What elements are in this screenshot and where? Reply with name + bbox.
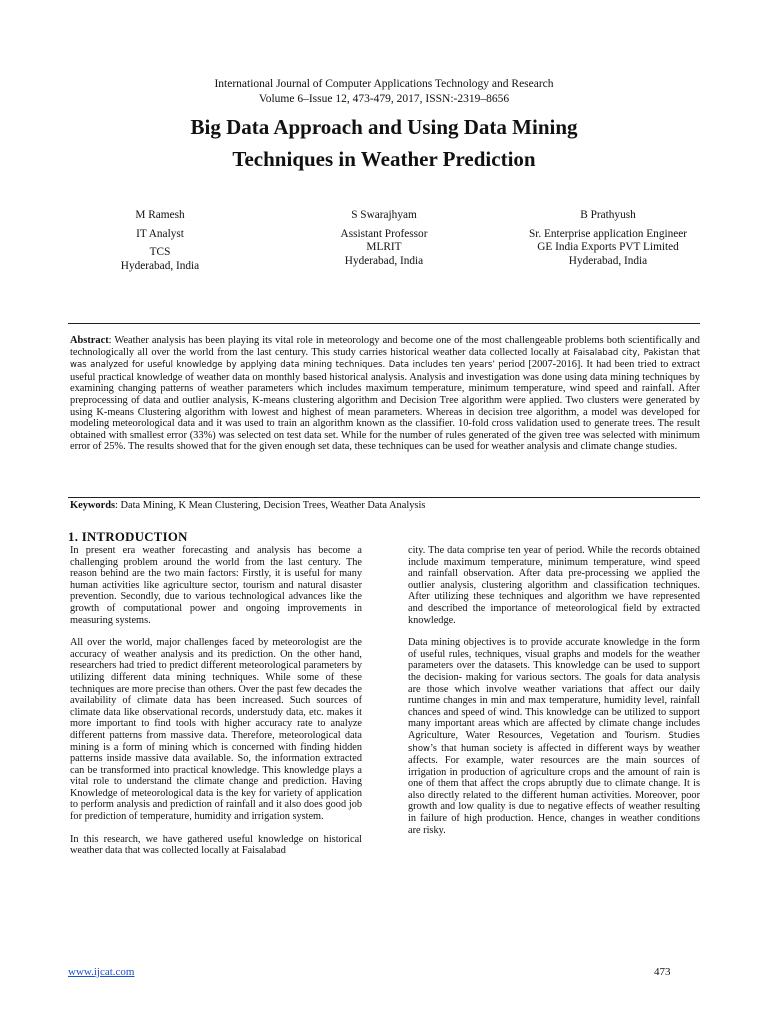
right-column	[408, 545, 700, 847]
keywords-text: : Data Mining, K Mean Clustering, Decision Trees, Weather Data Analysis	[115, 500, 426, 511]
section-heading: 1. INTRODUCTION	[68, 530, 188, 544]
author-name: S Swarajhyam	[351, 209, 417, 221]
paragraph-highlight: Tourism. Studies show	[408, 730, 700, 754]
keywords-label: Keywords	[70, 500, 116, 511]
paragraph: In this research, we have gathered useful knowledge on historical weather data that was collected locally at Faisalabad	[70, 833, 362, 857]
author-role: IT Analyst	[136, 227, 184, 240]
paragraph: In present era weather forecasting and analysis has become a challenging problem around the world from the last century. The reason behind are the two main factors: Firstly, it is useful for many human activities like agriculture sector, tourism and natural disaster prevention. Secondly, due to various technological advances like the growth of computational power and ongoing improvements in measuring systems.	[70, 545, 362, 626]
author-block-1	[60, 209, 260, 273]
author-location: Hyderabad, India	[120, 259, 200, 272]
paper-title-line-1: Big Data Approach and Using Data Mining	[190, 115, 578, 139]
abstract-text-2: period [2007-2016]. It had been tried to extract useful practical knowledge of weather data on monthly based historical analysis. Analysis and investigation was done using data mining techniques by examining changing patterns of weather parameters which includes maximum temperature, minimum temperature, wind speed and rainfall. After preprocessing of data and outlier analysis, K-means clustering algorithm and Decision Tree algorithm were applied. Two clusters were generated by using K-means Clustering algorithm with lowest and highest of mean parameters. Whereas in decision tree algorithm, a model was developed for modeling meteorological data and it was used to train an algorithm known as the classifier. 10-fold cross validation used to generate trees. The result obtained with smallest error (33%) was selected on test data set. While for the number of rules generated of the given tree was selected with minimum error of 25%. The results showed that for the given enough set data, these techniques can be used for weather analysis and climate change studies.	[70, 359, 700, 453]
author-block-3	[508, 209, 708, 268]
author-block-2	[284, 209, 484, 268]
author-org: TCS	[149, 246, 171, 258]
author-name: M Ramesh	[135, 209, 185, 221]
paragraph: city. The data comprise ten year of period. While the records obtained include maximum temperature, minimum temperature, wind speed and rainfall observation. After data pre-processing we applied the outlier analysis, clustering algorithm and classification techniques. After utilizing these techniques and algorithm we have represented and described the importance of meteorological field by extracted knowledge.	[408, 545, 700, 626]
author-location: Hyderabad, India	[568, 254, 648, 267]
abstract-label: Abstract	[70, 335, 109, 346]
paragraph-text-2: ’s that human society is affected in different ways by weather affects. For example, water resources are the main sources of irrigation in production of agriculture crops and the amount of rain is one of them that affect the crops abruptly due to climate change. It is also directly related to the different human activities. Moreover, poor growth and low quality is due to negative effects of weather resulting in failure of high production. Hence, changes in weather conditions are risky.	[408, 742, 700, 836]
journal-website-link[interactable]: www.ijcat.com	[68, 966, 135, 978]
divider-top	[68, 323, 700, 324]
paper-title-line-2: Techniques in Weather Prediction	[232, 147, 536, 171]
author-org: GE India Exports PVT Limited	[537, 241, 679, 253]
author-location: Hyderabad, India	[344, 254, 424, 267]
abstract	[70, 335, 700, 453]
paragraph-text-1: Data mining objectives is to provide accurate knowledge in the form of useful rules, techniques, visual graphs and models for the weather parameters over the datasets. This knowledge can be used to support the decision- making for various sectors. The goals for data analysis are those which involve weather variations that affect our daily runtime changes in min and max temperature, humidity level, rainfall chances and speed of wind. This knowledge can be utilized to support many important areas which are affected by climate change includes Agriculture, Water Resources, Vegetation and	[408, 637, 700, 741]
journal-name: International Journal of Computer Applications Technology and Research	[214, 78, 554, 90]
author-org: MLRIT	[366, 241, 402, 253]
divider-bottom	[68, 497, 700, 498]
author-role: Sr. Enterprise application Engineer	[528, 227, 688, 240]
paragraph	[408, 637, 700, 836]
keywords	[70, 500, 700, 512]
author-role: Assistant Professor	[340, 227, 428, 240]
left-column	[70, 545, 362, 868]
journal-volume: Volume 6–Issue 12, 473-479, 2017, ISSN:-2319–8656	[258, 93, 510, 105]
abstract-highlight: Faisalabad city, Pakistan that was analyzed for useful knowledge by applying data mining techniques. Data includes ten years’	[70, 347, 701, 371]
paragraph: All over the world, major challenges faced by meteorologist are the accuracy of weather analysis and its prediction. On the other hand, researchers had tried to predict different meteorological parameters by utilizing different data mining techniques. While some of these techniques are more precise than others. Over the past few decades the availability of climate data has been increased. Such sources of climate data like observational records, understudy data, etc. makes it more important to find tools with higher accuracy rate to analyze different patterns from massive data. Therefore, meteorological data mining is a form of mining which is concerned with finding hidden patterns inside massive data available. So, the information extracted can be transformed into practical knowledge. This knowledge plays a vital role to understand the climate change and prediction. Having Knowledge of meteorological data is the key for variety of application to perform analysis and prediction of rainfall and it also does good job for prediction of temperature, humidity and irrigation system.	[70, 637, 362, 823]
author-name: B Prathyush	[580, 209, 636, 221]
abstract-text-1: : Weather analysis has been playing its vital role in meteorology and become one of the most challengeable problems both scientifically and technologically all over the world from the last century. This study carries historical weather data collected locally at	[70, 335, 700, 358]
page-number: 473	[654, 966, 671, 978]
